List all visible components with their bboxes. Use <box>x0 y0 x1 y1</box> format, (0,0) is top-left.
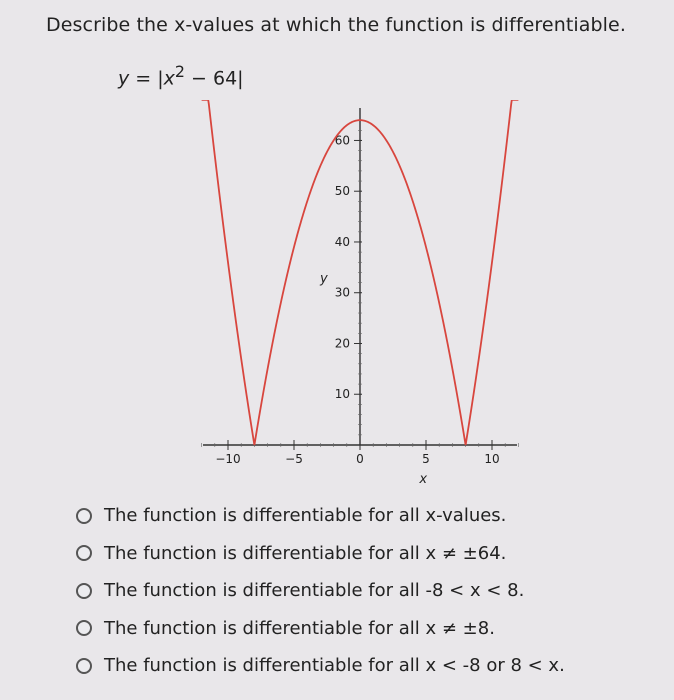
option-label: The function is differentiable for all x ≠ ±64. <box>104 542 507 564</box>
option-between-neg8-and-8[interactable] <box>76 572 565 610</box>
x-tick-label: 10 <box>484 452 500 466</box>
option-label: The function is differentiable for all x-values. <box>104 505 507 527</box>
radio-button[interactable] <box>76 508 92 524</box>
y-axis-label: y <box>320 271 328 287</box>
x-tick-label: −10 <box>215 452 241 466</box>
radio-button[interactable] <box>76 658 92 674</box>
equation-eq: = | <box>129 67 164 90</box>
option-x-not-pm8[interactable] <box>76 610 565 648</box>
answer-options <box>76 497 565 685</box>
question-text: Describe the x-values at which the function is differentiable. <box>46 14 626 36</box>
option-label: The function is differentiable for all x ≠ ±8. <box>104 617 495 639</box>
function-graph <box>195 100 525 490</box>
y-tick-label: 30 <box>334 285 350 300</box>
equation-exponent: 2 <box>174 62 185 81</box>
option-label: The function is differentiable for all -8 < x < 8. <box>104 580 525 602</box>
equation-var: x <box>163 67 175 90</box>
y-tick-label: 20 <box>334 336 350 351</box>
y-tick-label: 40 <box>334 234 350 249</box>
x-tick-label: −5 <box>285 452 303 466</box>
option-outside-pm8[interactable] <box>76 647 565 685</box>
option-label: The function is differentiable for all x < -8 or 8 < x. <box>104 655 565 677</box>
x-tick-label: 0 <box>356 452 364 466</box>
radio-button[interactable] <box>76 583 92 599</box>
radio-button[interactable] <box>76 620 92 636</box>
equation <box>118 62 244 89</box>
y-tick-label: 60 <box>334 133 350 148</box>
option-all-x[interactable] <box>76 497 565 535</box>
option-x-not-pm64[interactable] <box>76 535 565 573</box>
radio-button[interactable] <box>76 545 92 561</box>
equation-lhs: y <box>118 67 130 90</box>
equation-rest: − 64| <box>184 67 244 90</box>
y-tick-label: 10 <box>334 387 350 402</box>
x-axis-label: x <box>419 472 428 487</box>
y-tick-label: 50 <box>334 184 350 199</box>
x-tick-label: 5 <box>422 452 430 466</box>
